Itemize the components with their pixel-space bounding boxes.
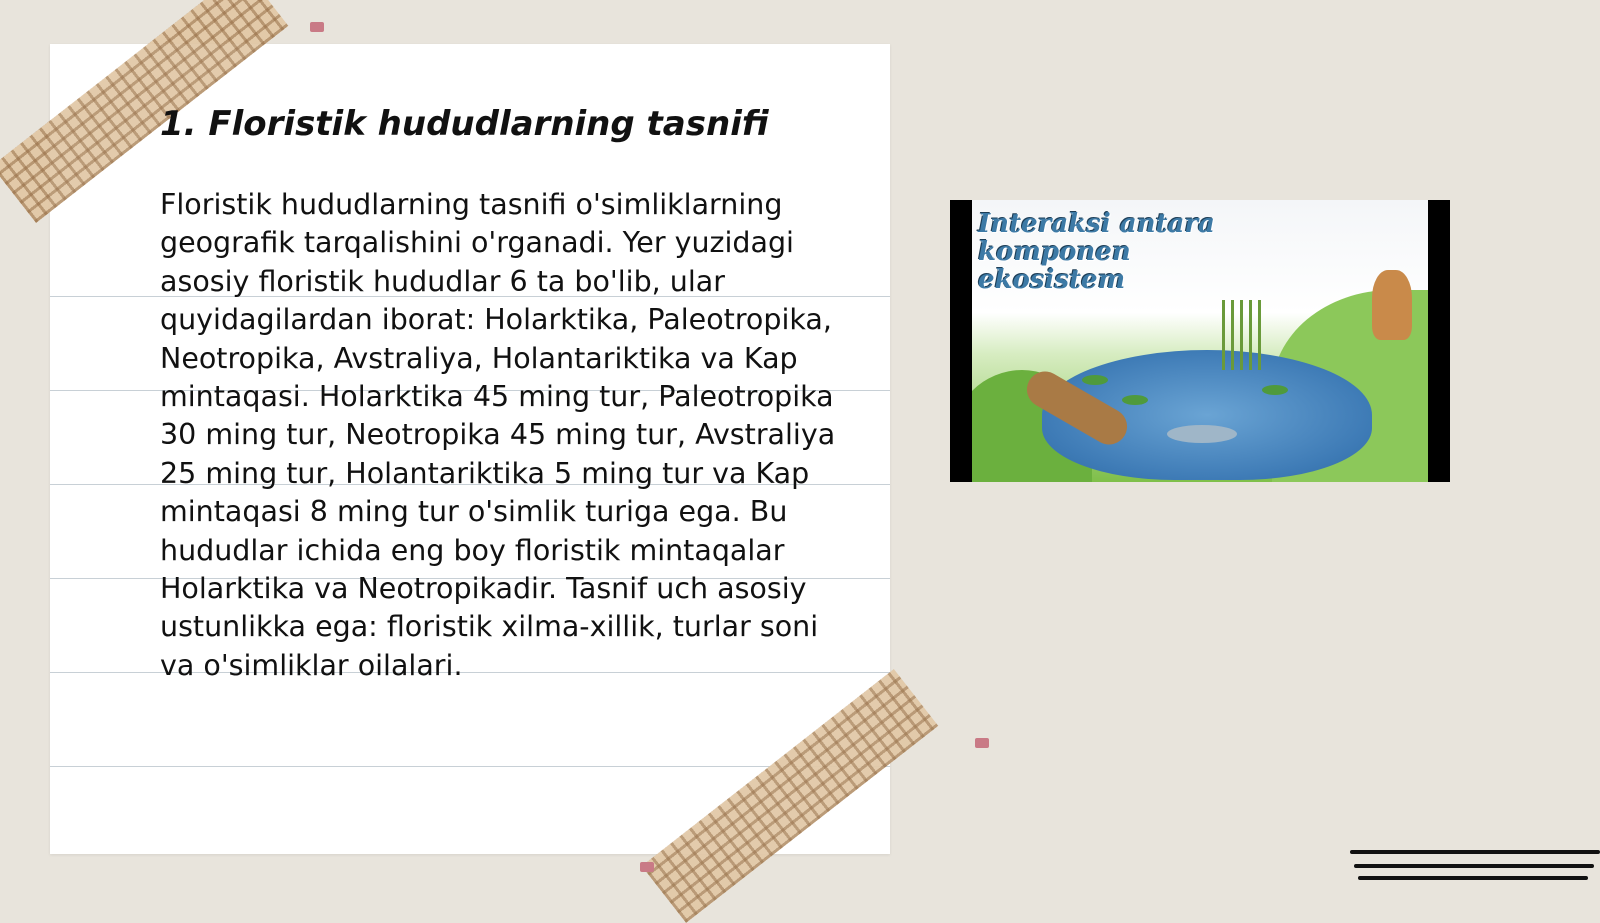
deer-shape (1372, 270, 1412, 340)
ecosystem-illustration (950, 200, 1450, 482)
paper-rule-line (50, 766, 890, 767)
decorative-brush-lines (1350, 848, 1600, 888)
brush-line (1358, 876, 1588, 880)
brush-line (1354, 864, 1594, 868)
lily-pad (1082, 375, 1108, 385)
tape-tip-top (310, 22, 324, 32)
illustration-caption: Interaksi antara komponen ekosistem (978, 209, 1215, 295)
brush-line (1350, 850, 1600, 854)
tape-tip-bottom-left (640, 862, 654, 872)
ecosystem-scene (972, 200, 1428, 482)
slide-title: 1. Floristik hududlarning tasnifi (160, 104, 769, 144)
tape-tip-bottom-right (975, 738, 989, 748)
fish-shape (1167, 425, 1237, 443)
slide-body-text: Floristik hududlarning tasnifi o'simliklarning geografik tarqalishini o'rganadi. Yer yuzidagi asosiy floristik hududlar 6 ta bo'lib, ular quyidagilardan iborat: Holarktika, Paleotropika, Neotropika, Avstraliya, Holantariktika va Kap mintaqasi. Holarktika 45 ming tur, Paleotropika 30 ming tur, Neotropika 45 ming tur, Avstraliya 25 ming tur, Holantariktika 5 ming tur va Kap mintaqasi 8 ming tur o'simlik turiga ega. Bu hududlar ichida eng boy floristik mintaqalar Holarktika va Neotropikadir. Tasnif uch asosiy ustunlikka ega: floristik xilma-xillik, turlar soni va o'simliklar oilalari. (160, 188, 836, 682)
lily-pad (1122, 395, 1148, 405)
reeds-shape (1222, 300, 1262, 370)
lily-pad (1262, 385, 1288, 395)
